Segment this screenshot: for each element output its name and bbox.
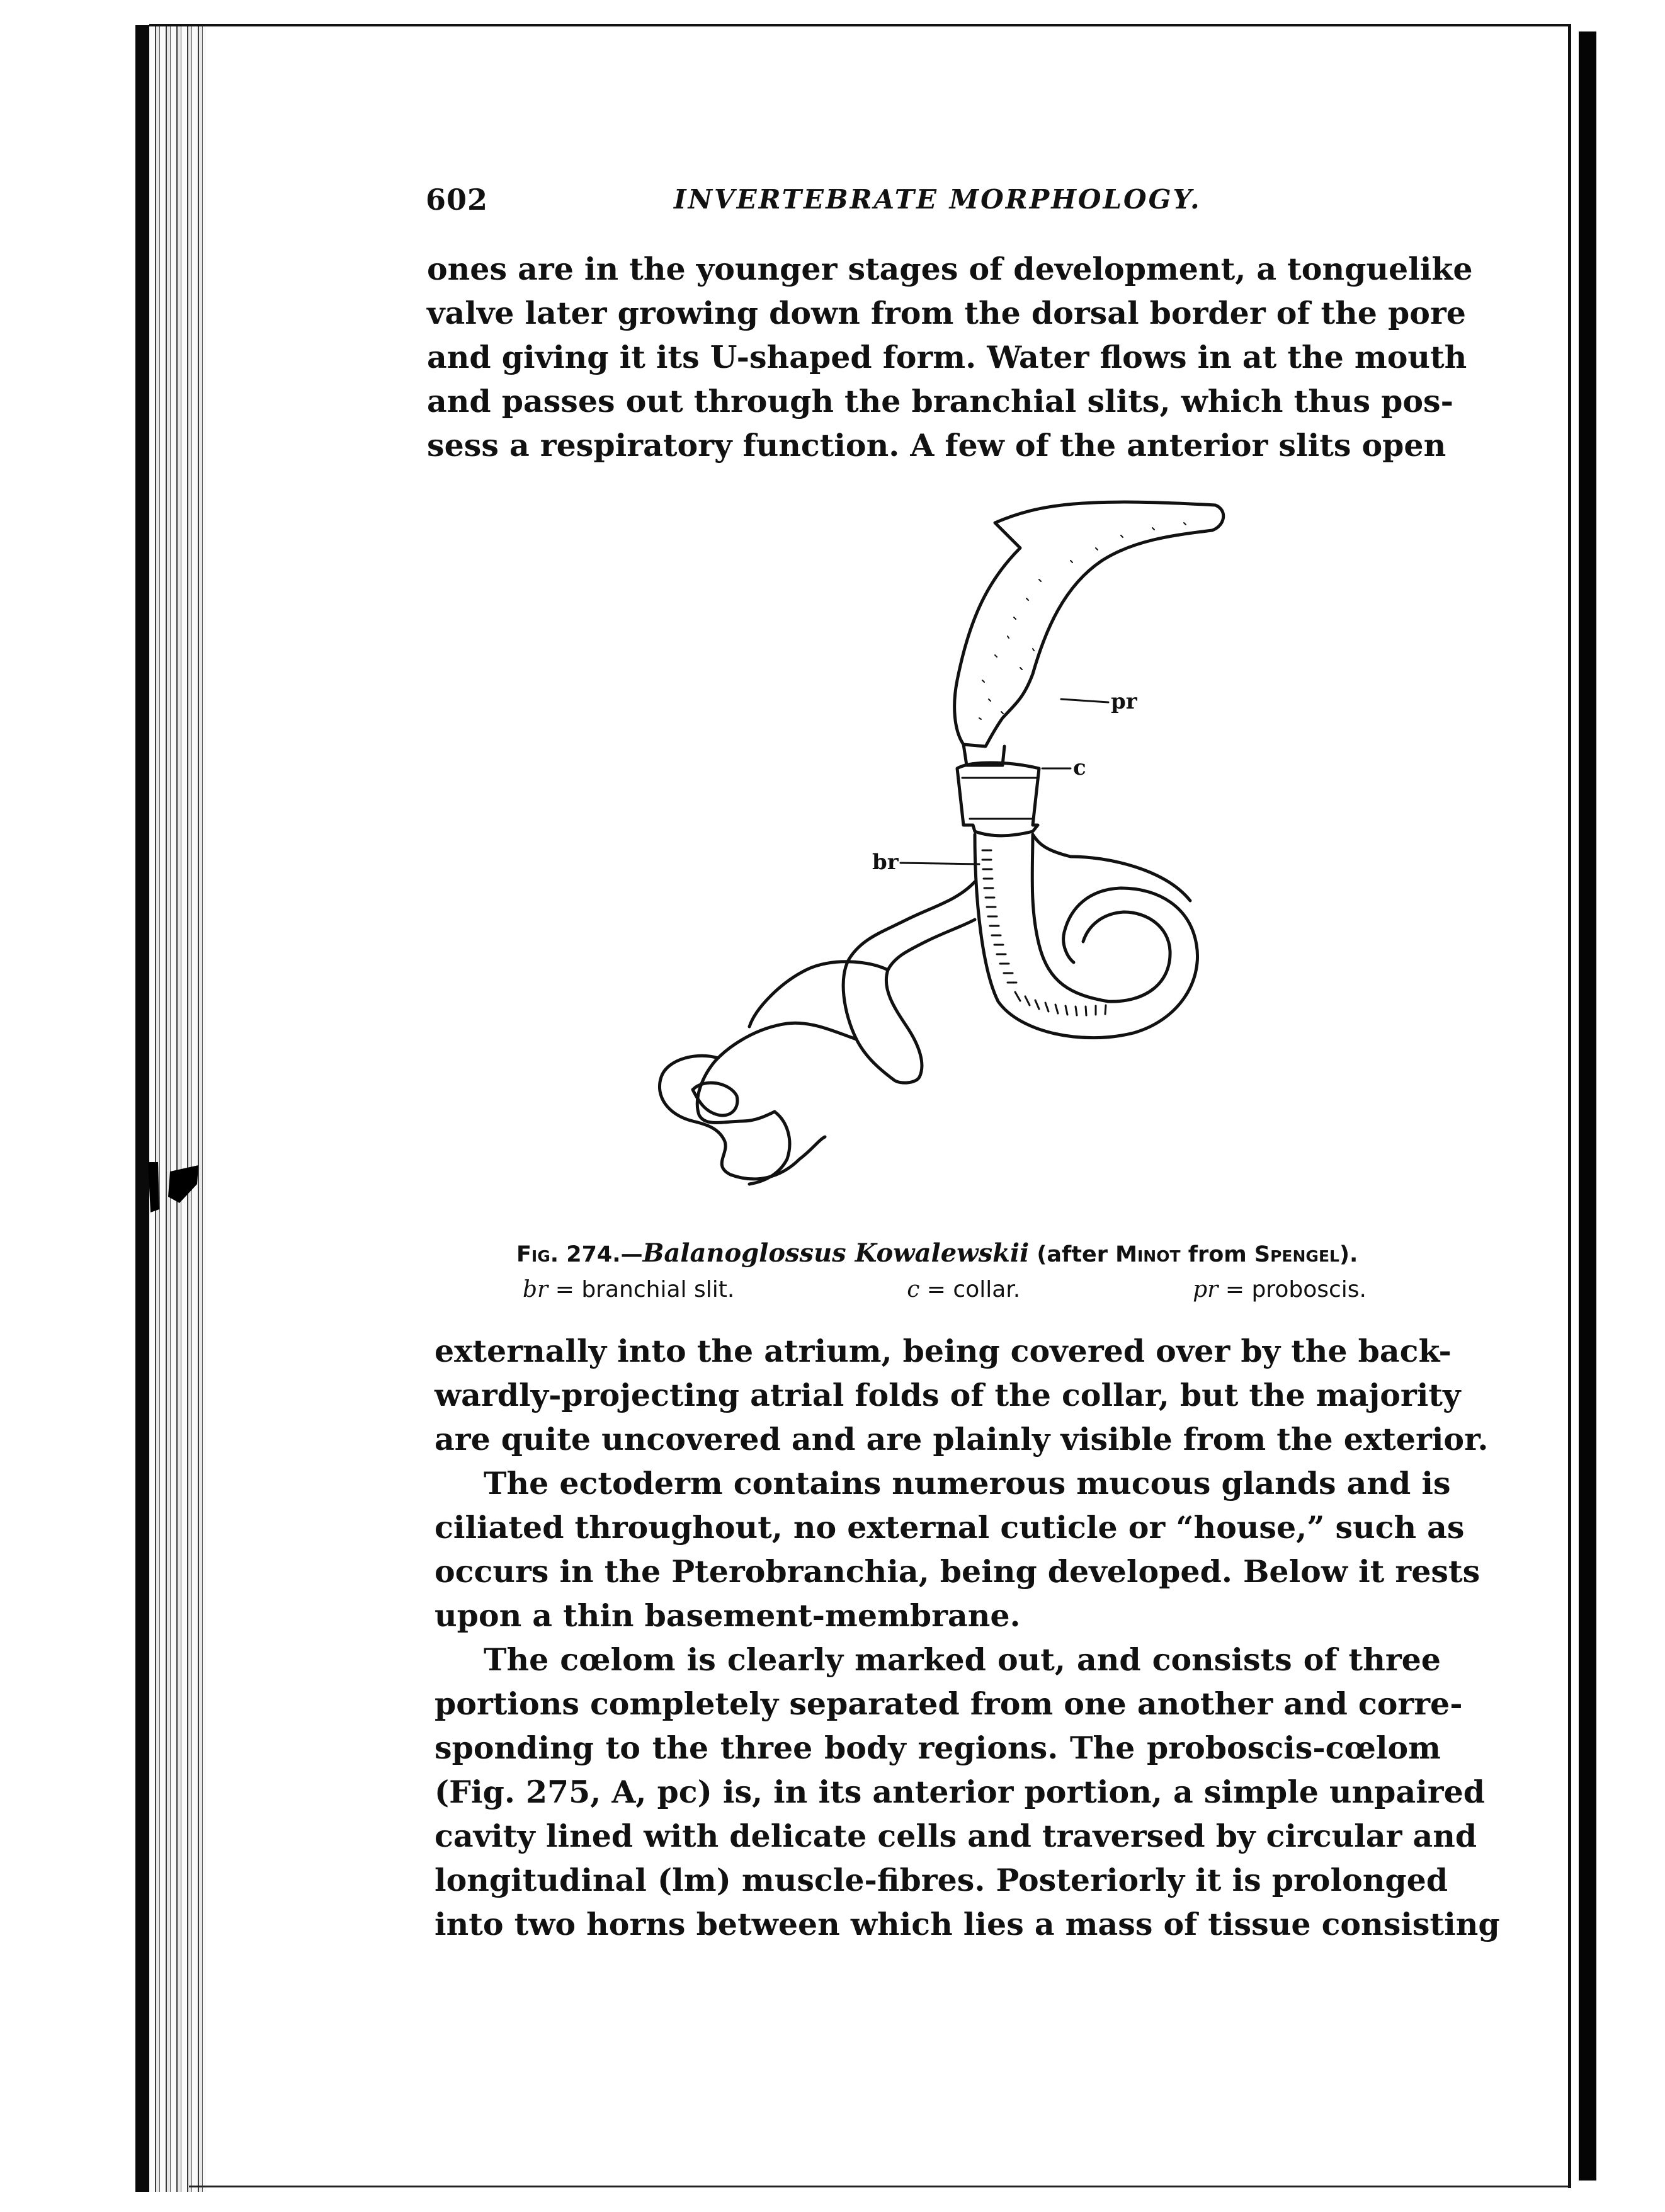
body-text-lower	[435, 1329, 1500, 1946]
page-bottom-border	[189, 2186, 1574, 2187]
caption-key-br	[523, 1277, 734, 1303]
text-line: are quite uncovered and are plainly visible from the exterior.	[435, 1421, 1489, 1457]
caption-species: Balanoglossus Kowalewskii	[642, 1238, 1030, 1268]
text-line: and giving it its U-shaped form. Water flows in at the mouth	[427, 339, 1467, 375]
page-number: 602	[426, 183, 489, 217]
page-right-gap	[1571, 24, 1579, 2188]
key-symbol: br	[523, 1277, 548, 1303]
text-line: into two horns between which lies a mass of tissue consisting	[435, 1906, 1500, 1942]
page-top-border	[149, 24, 1572, 26]
trunk-small-coil	[659, 1056, 825, 1179]
label-c: c	[1073, 755, 1086, 780]
caption-key	[516, 1277, 1367, 1303]
collar-outline	[957, 763, 1039, 836]
label-br: br	[872, 850, 899, 875]
text-line: longitudinal (lm) muscle-fibres. Posteriorly it is prolonged	[435, 1862, 1448, 1898]
key-symbol: pr	[1193, 1277, 1219, 1303]
text-line: portions completely separated from one another and corre-	[435, 1685, 1463, 1722]
pr-leader-line	[1061, 699, 1108, 702]
paragraph	[435, 1638, 1500, 1946]
text-line: sponding to the three body regions. The proboscis-cœlom	[435, 1730, 1441, 1766]
text-line: and passes out through the branchial slits, which thus pos-	[427, 383, 1453, 419]
label-pr: pr	[1111, 689, 1137, 714]
text-line: The cœlom is clearly marked out, and consists of three	[484, 1641, 1441, 1678]
caption-key-c	[907, 1277, 1020, 1303]
text-line: cavity lined with delicate cells and traversed by circular and	[435, 1818, 1477, 1854]
scan-right-margin	[1596, 0, 1665, 2212]
caption-source-mid: from	[1180, 1242, 1254, 1267]
caption-author-spengel: Spengel	[1254, 1242, 1339, 1267]
next-page-shadow	[1579, 31, 1596, 2181]
paragraph	[435, 1329, 1489, 1461]
text-line: The ectoderm contains numerous mucous glands and is	[484, 1465, 1451, 1502]
trunk-wave-upper	[843, 882, 975, 1083]
text-line: sess a respiratory function. A few of the anterior slits open	[427, 427, 1446, 464]
balanoglossus-illustration	[630, 491, 1247, 1234]
caption-dash: —	[620, 1242, 643, 1267]
text-line: upon a thin basement-membrane.	[435, 1597, 1021, 1634]
br-leader-line	[901, 863, 979, 864]
text-line: ciliated throughout, no external cuticle or “house,” such as	[435, 1509, 1465, 1546]
caption-author-minot: Minot	[1115, 1242, 1181, 1267]
caption-key-pr	[1193, 1277, 1367, 1303]
caption-title	[516, 1238, 1367, 1268]
text-line: ones are in the younger stages of development, a tonguelike	[427, 251, 1473, 287]
text-line: valve later growing down from the dorsal border of the pore	[427, 295, 1466, 331]
text-line: (Fig. 275, A, pc) is, in its anterior portion, a simple unpaired	[435, 1774, 1486, 1810]
figure-caption	[516, 1238, 1367, 1303]
caption-source-close: ).	[1339, 1242, 1358, 1267]
paragraph	[435, 1461, 1480, 1638]
key-text: = collar.	[919, 1277, 1021, 1303]
text-line: wardly-projecting atrial folds of the collar, but the majority	[435, 1377, 1461, 1413]
trunk-loop-outer	[1033, 835, 1190, 901]
key-text: = branchial slit.	[548, 1277, 735, 1303]
key-text: = proboscis.	[1218, 1277, 1367, 1303]
body-paragraph-top	[427, 247, 1473, 467]
page-stack-edges	[149, 25, 206, 2192]
caption-fig-number: Fig. 274.	[516, 1242, 621, 1267]
text-line: occurs in the Pterobranchia, being developed. Below it rests	[435, 1553, 1480, 1590]
proboscis-stippling	[979, 523, 1186, 719]
caption-source-open: (after	[1029, 1242, 1116, 1267]
proboscis-outline	[955, 502, 1224, 746]
key-symbol: c	[907, 1277, 920, 1303]
book-spine-shadow	[135, 25, 149, 2192]
running-head: INVERTEBRATE MORPHOLOGY.	[674, 184, 1202, 215]
text-line: externally into the atrium, being covered over by the back-	[435, 1333, 1452, 1369]
scan-artifact-mark	[142, 1159, 202, 1216]
